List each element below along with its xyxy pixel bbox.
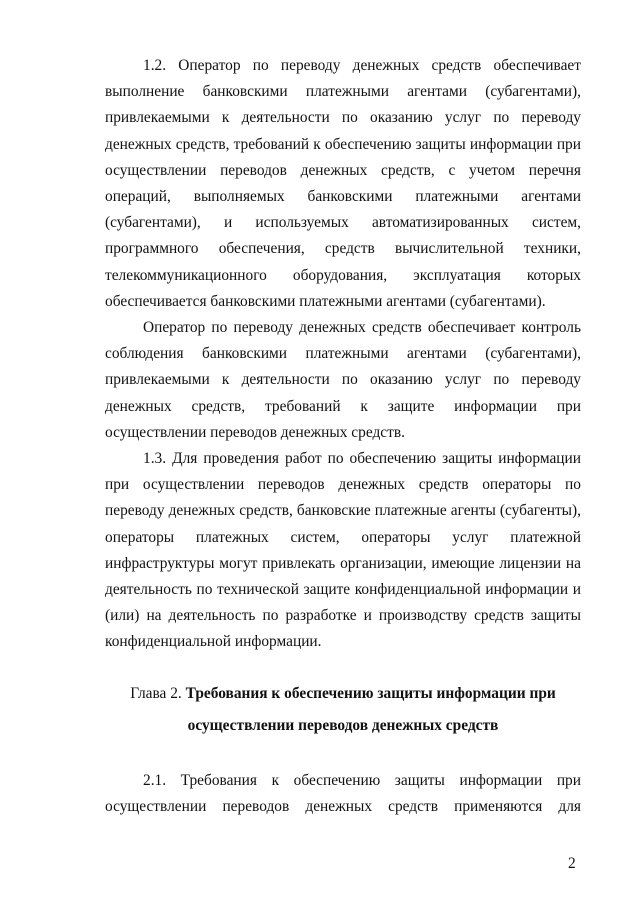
chapter-title-line-1: Требования к обеспечению защиты информации при	[185, 684, 556, 702]
page-number: 2	[568, 855, 576, 872]
paragraph-1-3: 1.3. Для проведения работ по обеспечению защиты информации при осуществлении переводов денежных средств операторы по переводу денежных средств, банковские платежные агенты (субагенты), операторы платежных систем, операторы услуг платежной инфраструктуры могут привлекать организации, имеющие лицензии на деятельность по технической защите конфиденциальной информации и (или) на деятельность по разработке и производству средств защиты конфиденциальной информации.	[105, 450, 581, 651]
paragraph-2-1: 2.1. Требования к обеспечению защиты информации при осуществлении переводов денежных средств применяются для	[105, 771, 581, 815]
paragraph-1-2: 1.2. Оператор по переводу денежных средств обеспечивает выполнение банковскими платежными агентами (субагентами), привлекаемыми к деятельности по оказанию услуг по переводу денежных средств, требований к обеспечению защиты информации при осуществлении переводов денежных средств, с учетом перечня операций, выполняемых банковскими платежными агентами (субагентами), и используемых автоматизированных систем, программного обеспечения, средств вычислительной техники, телекоммуникационного оборудования, эксплуатация которых обеспечивается банковскими платежными агентами (субагентами).	[105, 57, 581, 310]
chapter-label: Глава 2.	[130, 684, 182, 702]
document-body	[105, 53, 581, 820]
paragraph-operator-control: Оператор по переводу денежных средств обеспечивает контроль соблюдения банковскими платежными агентами (субагентами), привлекаемыми к деятельности по оказанию услуг по переводу денежных средств, требований к защите информации при осуществлении переводов денежных средств.	[105, 319, 581, 441]
chapter-heading	[105, 656, 581, 768]
chapter-title-line-2: осуществлении переводов денежных средств	[187, 716, 499, 734]
